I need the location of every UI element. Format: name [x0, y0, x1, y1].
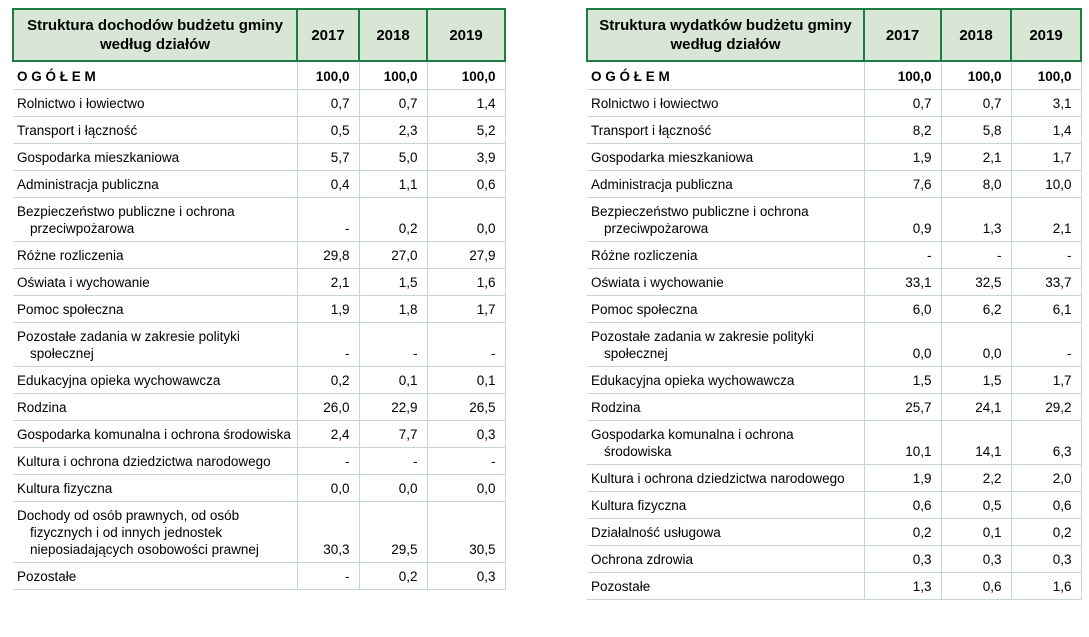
row-label: Transport i łączność [13, 117, 297, 144]
row-value: 0,0 [864, 323, 941, 367]
row-value: 0,3 [864, 546, 941, 573]
row-label: O G Ó Ł E M [587, 61, 864, 90]
row-label: Administracja publiczna [587, 171, 864, 198]
row-label: Rodzina [587, 394, 864, 421]
row-value: 2,1 [941, 144, 1011, 171]
row-value: - [297, 198, 359, 242]
row-value: 1,9 [864, 465, 941, 492]
income-table-body [13, 61, 505, 590]
row-value: 2,0 [1011, 465, 1081, 492]
row-value: 0,0 [427, 198, 505, 242]
expenditure-structure-table [586, 8, 1082, 600]
row-value: 0,7 [941, 90, 1011, 117]
table-row [587, 573, 1081, 600]
row-value: 0,0 [359, 475, 427, 502]
row-value: 1,5 [941, 367, 1011, 394]
year-column-header-2017: 2017 [297, 9, 359, 61]
year-column-header-2019: 2019 [427, 9, 505, 61]
row-value: 0,3 [941, 546, 1011, 573]
table-row [587, 144, 1081, 171]
table-row [13, 269, 505, 296]
row-value: 1,3 [864, 573, 941, 600]
row-label: Edukacyjna opieka wychowawcza [13, 367, 297, 394]
total-row [587, 61, 1081, 90]
row-value: - [359, 323, 427, 367]
header-row [587, 9, 1081, 61]
table-row [13, 117, 505, 144]
row-label: Transport i łączność [587, 117, 864, 144]
expenditure-table-body [587, 61, 1081, 600]
table-row [13, 242, 505, 269]
table-row [13, 394, 505, 421]
table-row [587, 323, 1081, 367]
row-label: Kultura i ochrona dziedzictwa narodowego [587, 465, 864, 492]
row-value: 100,0 [359, 61, 427, 90]
row-value: 5,2 [427, 117, 505, 144]
row-value: - [1011, 323, 1081, 367]
row-label: Gospodarka mieszkaniowa [13, 144, 297, 171]
row-value: 0,7 [359, 90, 427, 117]
row-value: 0,5 [941, 492, 1011, 519]
row-value: 5,0 [359, 144, 427, 171]
row-value: 32,5 [941, 269, 1011, 296]
row-label: Gospodarka komunalna i ochrona środowiska [13, 421, 297, 448]
row-value: 7,6 [864, 171, 941, 198]
row-label: Pomoc społeczna [13, 296, 297, 323]
row-value: 100,0 [297, 61, 359, 90]
table-row [587, 519, 1081, 546]
row-value: 8,2 [864, 117, 941, 144]
row-value: 29,2 [1011, 394, 1081, 421]
row-value: - [1011, 242, 1081, 269]
row-label: Różne rozliczenia [587, 242, 864, 269]
row-value: 6,0 [864, 296, 941, 323]
row-label: Bezpieczeństwo publiczne i ochrona przeciwpożarowa [13, 198, 297, 242]
row-label: Rodzina [13, 394, 297, 421]
row-value: 0,6 [1011, 492, 1081, 519]
row-value: 24,1 [941, 394, 1011, 421]
row-value: 0,1 [427, 367, 505, 394]
table-row [13, 563, 505, 590]
row-value: 100,0 [1011, 61, 1081, 90]
row-value: 0,7 [297, 90, 359, 117]
row-value: 2,1 [297, 269, 359, 296]
row-value: 5,7 [297, 144, 359, 171]
row-value: 10,0 [1011, 171, 1081, 198]
row-value: - [297, 448, 359, 475]
row-value: 0,1 [359, 367, 427, 394]
row-value: 27,9 [427, 242, 505, 269]
expenditure-table-title: Struktura wydatków budżetu gminy według działów [587, 9, 864, 61]
row-value: 5,8 [941, 117, 1011, 144]
row-value: 22,9 [359, 394, 427, 421]
table-row [587, 421, 1081, 465]
row-value: 1,1 [359, 171, 427, 198]
row-value: 14,1 [941, 421, 1011, 465]
income-table-title: Struktura dochodów budżetu gminy według działów [13, 9, 297, 61]
row-value: 0,2 [297, 367, 359, 394]
row-value: 6,3 [1011, 421, 1081, 465]
row-value: 100,0 [427, 61, 505, 90]
row-label: Dochody od osób prawnych, od osób fizycznych i od innych jednostek nieposiadających osobowości prawnej [13, 502, 297, 563]
row-value: 0,6 [427, 171, 505, 198]
row-value: 0,0 [427, 475, 505, 502]
year-column-header-2017: 2017 [864, 9, 941, 61]
row-value: 6,2 [941, 296, 1011, 323]
income-structure-table [12, 8, 506, 590]
row-value: 26,5 [427, 394, 505, 421]
row-label: Bezpieczeństwo publiczne i ochrona przeciwpożarowa [587, 198, 864, 242]
row-value: 33,7 [1011, 269, 1081, 296]
row-value: 2,2 [941, 465, 1011, 492]
year-column-header-2019: 2019 [1011, 9, 1081, 61]
row-value: 0,0 [297, 475, 359, 502]
row-value: 0,2 [1011, 519, 1081, 546]
row-value: 0,1 [941, 519, 1011, 546]
row-label: O G Ó Ł E M [13, 61, 297, 90]
row-value: 29,8 [297, 242, 359, 269]
table-row [587, 296, 1081, 323]
row-value: 1,4 [427, 90, 505, 117]
table-row [13, 475, 505, 502]
year-column-header-2018: 2018 [941, 9, 1011, 61]
row-value: 27,0 [359, 242, 427, 269]
table-row [587, 117, 1081, 144]
row-label: Kultura i ochrona dziedzictwa narodowego [13, 448, 297, 475]
row-label: Pozostałe zadania w zakresie polityki społecznej [13, 323, 297, 367]
row-value: 2,4 [297, 421, 359, 448]
row-value: 0,4 [297, 171, 359, 198]
table-row [587, 90, 1081, 117]
row-value: 33,1 [864, 269, 941, 296]
row-value: 1,7 [1011, 144, 1081, 171]
row-value: 100,0 [864, 61, 941, 90]
table-row [13, 296, 505, 323]
row-value: 1,5 [864, 367, 941, 394]
row-label: Edukacyjna opieka wychowawcza [587, 367, 864, 394]
row-value: 0,6 [941, 573, 1011, 600]
table-row [587, 367, 1081, 394]
row-value: 0,2 [864, 519, 941, 546]
row-label: Administracja publiczna [13, 171, 297, 198]
table-row [13, 144, 505, 171]
row-value: 1,4 [1011, 117, 1081, 144]
year-column-header-2018: 2018 [359, 9, 427, 61]
row-value: 1,9 [297, 296, 359, 323]
row-value: - [864, 242, 941, 269]
table-row [13, 323, 505, 367]
table-row [587, 171, 1081, 198]
row-value: 1,7 [1011, 367, 1081, 394]
row-value: 0,5 [297, 117, 359, 144]
row-label: Rolnictwo i łowiectwo [13, 90, 297, 117]
row-label: Pozostałe [13, 563, 297, 590]
row-label: Rolnictwo i łowiectwo [587, 90, 864, 117]
total-row [13, 61, 505, 90]
row-value: - [427, 323, 505, 367]
row-value: 6,1 [1011, 296, 1081, 323]
row-value: - [427, 448, 505, 475]
table-row [587, 546, 1081, 573]
row-value: 3,9 [427, 144, 505, 171]
row-value: 0,2 [359, 198, 427, 242]
table-row [587, 269, 1081, 296]
row-value: 8,0 [941, 171, 1011, 198]
row-value: - [359, 448, 427, 475]
row-value: 0,0 [941, 323, 1011, 367]
row-value: 1,5 [359, 269, 427, 296]
row-value: 26,0 [297, 394, 359, 421]
income-table-header [13, 9, 505, 61]
row-value: 10,1 [864, 421, 941, 465]
row-value: - [297, 323, 359, 367]
row-label: Ochrona zdrowia [587, 546, 864, 573]
table-row [13, 367, 505, 394]
row-value: 0,7 [864, 90, 941, 117]
row-label: Kultura fizyczna [587, 492, 864, 519]
row-value: 0,3 [1011, 546, 1081, 573]
table-row [587, 394, 1081, 421]
row-value: 25,7 [864, 394, 941, 421]
row-value: 2,3 [359, 117, 427, 144]
row-value: 1,9 [864, 144, 941, 171]
row-label: Pomoc społeczna [587, 296, 864, 323]
row-label: Pozostałe zadania w zakresie polityki społecznej [587, 323, 864, 367]
row-value: 7,7 [359, 421, 427, 448]
row-value: - [297, 563, 359, 590]
row-label: Kultura fizyczna [13, 475, 297, 502]
table-row [13, 90, 505, 117]
table-row [13, 502, 505, 563]
row-label: Oświata i wychowanie [587, 269, 864, 296]
row-value: 29,5 [359, 502, 427, 563]
row-value: 1,6 [1011, 573, 1081, 600]
row-value: 0,9 [864, 198, 941, 242]
row-value: 3,1 [1011, 90, 1081, 117]
row-label: Oświata i wychowanie [13, 269, 297, 296]
row-value: 0,6 [864, 492, 941, 519]
row-value: 0,3 [427, 421, 505, 448]
row-value: 1,8 [359, 296, 427, 323]
row-label: Pozostałe [587, 573, 864, 600]
row-label: Różne rozliczenia [13, 242, 297, 269]
table-row [13, 171, 505, 198]
row-label: Działalność usługowa [587, 519, 864, 546]
table-row [13, 448, 505, 475]
table-row [587, 492, 1081, 519]
row-value: 30,5 [427, 502, 505, 563]
row-value: 0,3 [427, 563, 505, 590]
row-value: - [941, 242, 1011, 269]
expenditure-table-header [587, 9, 1081, 61]
row-value: 0,2 [359, 563, 427, 590]
row-value: 2,1 [1011, 198, 1081, 242]
table-row [587, 198, 1081, 242]
table-row [13, 421, 505, 448]
row-value: 1,3 [941, 198, 1011, 242]
row-value: 1,6 [427, 269, 505, 296]
table-row [587, 242, 1081, 269]
table-row [13, 198, 505, 242]
row-value: 1,7 [427, 296, 505, 323]
row-value: 30,3 [297, 502, 359, 563]
row-label: Gospodarka mieszkaniowa [587, 144, 864, 171]
row-label: Gospodarka komunalna i ochrona środowiska [587, 421, 864, 465]
row-value: 100,0 [941, 61, 1011, 90]
header-row [13, 9, 505, 61]
table-row [587, 465, 1081, 492]
